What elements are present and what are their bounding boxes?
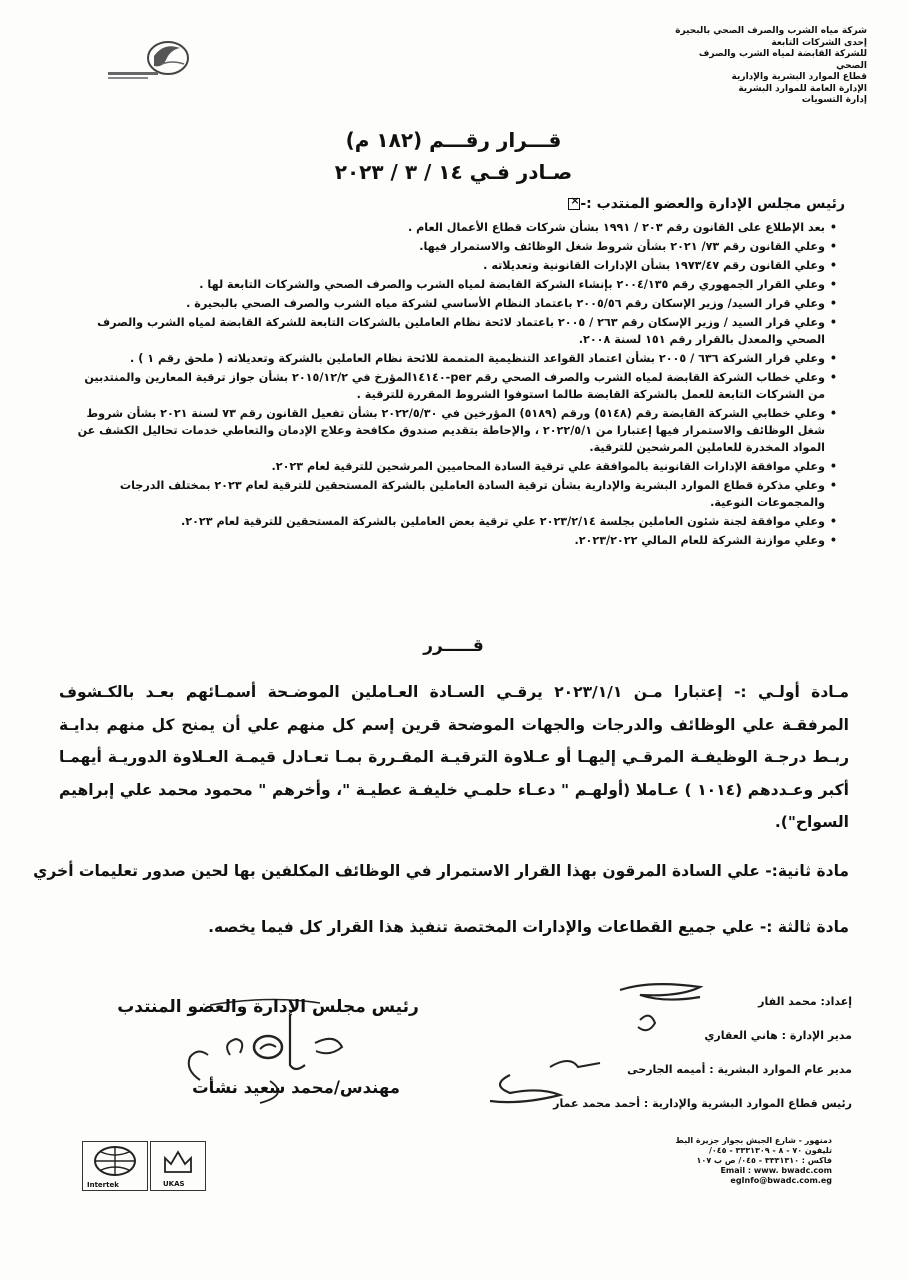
article-second-label: مادة ثانية:- xyxy=(765,862,849,880)
article-third-text: علي جميع القطاعات والإدارات المختصة تنفيذ هذا القرار كل فيما يخصه. xyxy=(208,918,755,936)
globe-icon xyxy=(83,1142,147,1180)
recitals-list xyxy=(67,219,837,551)
footer-fax: فاكس : ٣٣٣١٣١٠ - ٠٤٥/ ص ب ١٠٧ xyxy=(696,1156,832,1165)
article-third xyxy=(49,918,849,936)
recital-item: • وعلي موافقة الإدارات القانونية بالموافقة علي ترقية السادة المحاميين المرشحين للترقية لعام ٢٠٢٣. xyxy=(67,458,837,475)
header-line: الإدارة العامة للموارد البشرية xyxy=(738,83,867,94)
issue-date: صـادر فـي ١٤ / ٣ / ٢٠٢٣ xyxy=(334,160,573,184)
approval-signatures xyxy=(450,975,720,1125)
header-line: إحدى الشركات التابعة xyxy=(771,37,867,48)
recital-item: • وعلي موازنة الشركة للعام المالي ٢٠٢٣/٢٠٢٢. xyxy=(67,532,837,549)
chairman-title: رئيس مجلس الإدارة والعضو المنتدب xyxy=(117,997,419,1017)
article-first xyxy=(59,676,849,839)
recital-item: • بعد الإطلاع على القانون رقم ٢٠٣ / ١٩٩١ بشأن شركات قطاع الأعمال العام . xyxy=(67,219,837,236)
company-logo xyxy=(106,34,206,84)
intertek-label: Intertek xyxy=(87,1181,119,1189)
decided-heading: قـــــرر xyxy=(423,636,484,656)
company-header xyxy=(667,26,867,107)
chairman-name: مهندس/محمد سعيد نشأت xyxy=(192,1078,400,1097)
ukas-label: UKAS xyxy=(163,1180,185,1188)
ukas-certification xyxy=(150,1141,206,1191)
decree-title: قـــرار رقـــم (١٨٢ م) xyxy=(345,128,562,152)
chairman-heading xyxy=(563,196,845,212)
article-first-label: مـادة أولـي :- xyxy=(733,683,849,701)
article-first-text: إعتبارا مـن ٢٠٢٣/١/١ يرقـي السـادة العـاملين الموضـحة أسمـائهم بعـد بالكـشوف المرفقـة علي الوظائف والدرجات والجهات الموضحة قرين إسم كل منهم علي أن يمنح كل منهم بدايـة ربـط درجـة الوظيفـة المرقـي إليهـا أو عـلاوة الترقيـة المقـررة بمـا تعـادل قيمـة العـلاوة الدوريـة أيهمـا أكبر وعـددهم (١٠١٤ ) عـاملا (أولهـم " دعـاء حلمـي خليفـة عطيـة "، وأخرهم " محمود محمد علي إبراهيم السواح"). xyxy=(59,683,849,831)
article-third-label: مادة ثالثة :- xyxy=(759,918,849,936)
sector-head: رئيس قطاع الموارد البشرية والإدارية : أحمد محمد عمار xyxy=(553,1097,852,1110)
recital-item: • وعلي قرار الشركة ٦٣٦ / ٢٠٠٥ بشأن اعتماد القواعد التنظيمية المتممة للائحة نظام العاملين بالشركة وتعديلاته ( ملحق رقم ١ ) . xyxy=(67,350,837,367)
article-second xyxy=(33,862,849,880)
header-line: للشركة القابضة لمياه الشرب والصرف الصحي xyxy=(698,49,867,71)
header-line: قطاع الموارد البشرية والإدارية xyxy=(731,72,867,82)
recital-item: • وعلي قرار السيد / وزير الإسكان رقم ٢٦٣ / ٢٠٠٥ باعتماد لائحة نظام العاملين بالشركات التابعة للشركة القابضة لمياه الشرب والصرف الصحي والمعدل بالقرار رقم ١٥١ لسنة ٢٠٠٨. xyxy=(67,314,837,348)
recital-item: • وعلي مذكرة قطاع الموارد البشرية والإدارية بشأن ترقية السادة العاملين بالشركة المستحقين للترقية لعام ٢٠٢٣ بمختلف الدرجات والمجموعات النوعية. xyxy=(67,477,837,511)
header-line: شركة مياه الشرب والصرف الصحي بالبحيرة xyxy=(675,26,867,36)
footer-email: Email : www. bwadc.com egInfo@bwadc.com.eg xyxy=(720,1166,832,1185)
recital-item: • وعلي قرار السيد/ وزير الإسكان رقم ٢٠٠٥/٥٦ باعتماد النظام الأساسي لشركة مياه الشرب والصرف الصحي بالبحيرة . xyxy=(67,295,837,312)
recital-item: • وعلي القرار الجمهوري رقم ٢٠٠٤/١٣٥ بإنشاء الشركة القابضة لمياه الشرب والصرف الصحي والشركات التابعة لها . xyxy=(67,276,837,293)
hr-general-manager: مدير عام الموارد البشرية : أميمه الجارحى xyxy=(627,1063,852,1076)
footer-address: دمنهور - شارع الجيش بجوار جزيرة البط xyxy=(675,1136,832,1145)
recital-item: • وعلي موافقة لجنة شئون العاملين بجلسة ٢٠٢٣/٢/١٤ علي ترقية بعض العاملين بالشركة المستحقين للترقية لعام ٢٠٢٣. xyxy=(67,513,837,530)
recital-item: • وعلي خطابي الشركة القابضة رقم (٥١٤٨) ورقم (٥١٨٩) المؤرخين في ٢٠٢٢/٥/٣٠ بشأن تفعيل القانون رقم ٧٣ لسنة ٢٠٢١ بشأن شروط شغل الوظائف والاستمرار فيها إعتبارا من ٢٠٢٢/٥/١ ، والإحاطة بتقديم صندوق مكافحة وعلاج الإدمان والتعاطي خدمات تحاليل الكشف عن المواد المخدرة للعاملين المرشحين للترقية. xyxy=(67,405,837,456)
intertek-certification xyxy=(82,1141,148,1191)
recital-item: • وعلي القانون رقم ١٩٧٣/٤٧ بشأن الإدارات القانونية وتعديلاته . xyxy=(67,257,837,274)
chairman-heading-text: رئيس مجلس الإدارة والعضو المنتدب :- xyxy=(580,196,845,212)
recital-item: • وعلي القانون رقم ٧٣/ ٢٠٢١ بشأن شروط شغل الوظائف والاستمرار فيها. xyxy=(67,238,837,255)
checkbox-icon xyxy=(568,198,580,210)
recital-item: • وعلي خطاب الشركة القابضة لمياه الشرب والصرف الصحي رقم per-١٤١٤٠المؤرخ في ٢٠١٥/١٢/٢ بشأن جواز ترقية المعارين والمنتدبين من الشركات التابعة للعمل بالشركة القابضة طالما استوفوا الشروط المقررة للترقية . xyxy=(67,369,837,403)
footer-contact xyxy=(620,1136,832,1186)
article-second-text: علي السادة المرقون بهذا القرار الاستمرار في الوظائف المكلفين بها لحين صدور تعليمات أخري xyxy=(33,862,760,880)
admin-manager: مدير الإدارة : هاني العقاري xyxy=(704,1029,852,1042)
header-line: إدارة التسويات xyxy=(801,95,867,105)
footer-phone: تليفون ٧٠ - ٨ - ٣٣٣١٣٠٩ - ٠٤٥/ xyxy=(708,1146,832,1155)
prepared-by: إعداد: محمد الفار xyxy=(758,995,852,1008)
crown-icon xyxy=(151,1142,205,1178)
